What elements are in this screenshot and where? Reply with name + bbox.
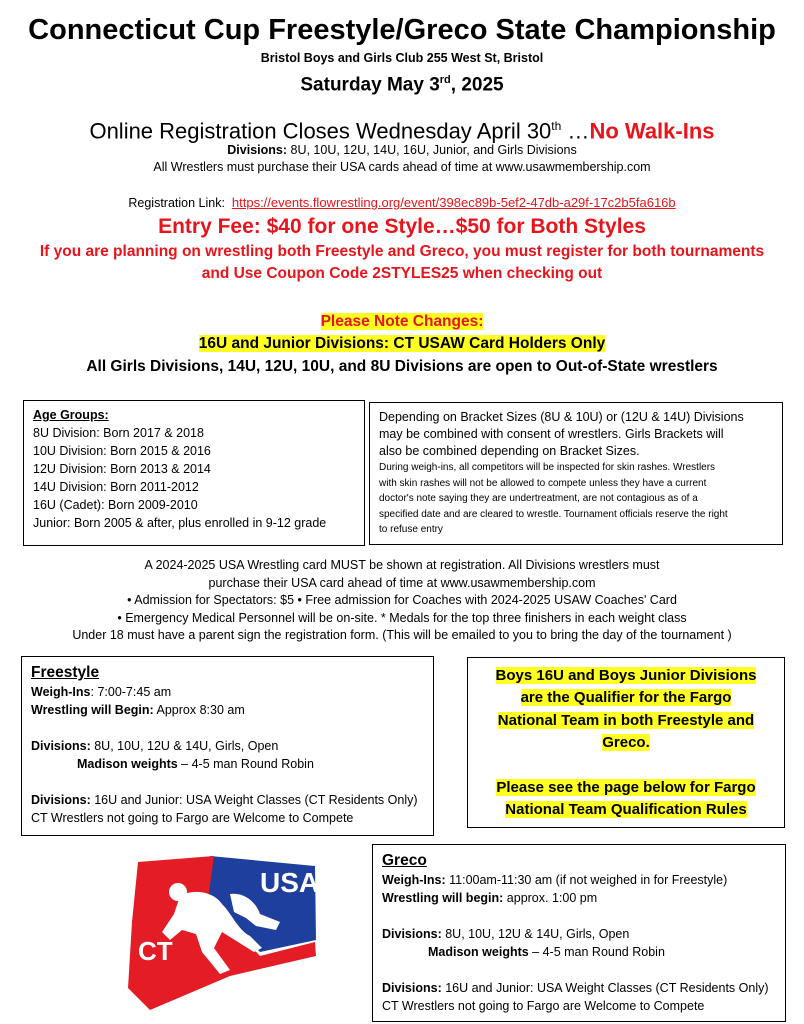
no-walkins-notice: No Walk-Ins <box>589 118 715 144</box>
freestyle-note: CT Wrestlers not going to Fargo are Welcome to Compete <box>31 811 354 825</box>
bracket-info-box <box>369 402 783 545</box>
entry-fee: Entry Fee: $40 for one Style…$50 for Both Styles <box>158 215 646 238</box>
skin-check-line: During weigh-ins, all competitors will be inspected for skin rashes. Wrestlers <box>379 462 716 473</box>
general-info-line: • Emergency Medical Personnel will be on-site. * Medals for the top three finishers in each weight class <box>117 610 687 625</box>
general-info <box>0 557 804 645</box>
greco-madison: Madison weights – 4-5 man Round Robin <box>428 945 665 959</box>
skin-check-line: specified date and are cleared to wrestle. Tournament officials reserve the right <box>379 508 728 520</box>
event-location: Bristol Boys and Girls Club 255 West St, Bristol <box>260 51 544 65</box>
changes-line-2: All Girls Divisions, 14U, 12U, 10U, and 8U Divisions are open to Out-of-State wrestlers <box>86 358 718 375</box>
divisions-summary: Divisions: 8U, 10U, 12U, 14U, 16U, Junior, and Girls Divisions <box>227 143 577 157</box>
greco-divisions-usa: Divisions: 16U and Junior: USA Weight Classes (CT Residents Only) <box>382 981 769 995</box>
skin-check-line: doctor's note saying they are undertreatment, are not contagious as of a <box>379 493 698 504</box>
bracket-info-line: Depending on Bracket Sizes (8U & 10U) or (12U & 14U) Divisions <box>379 410 744 424</box>
greco-weighins: Weigh-Ins: 11:00am-11:30 am (if not weighed in for Freestyle) <box>382 873 728 887</box>
age-group-item: 8U Division: Born 2017 & 2018 <box>33 426 204 440</box>
age-groups-heading: Age Groups: <box>33 408 109 422</box>
changes-line-1: 16U and Junior Divisions: CT USAW Card Holders Only <box>198 335 606 352</box>
fargo-line: National Team in both Freestyle and <box>497 711 755 729</box>
fargo-rules-line: Please see the page below for Fargo <box>496 779 756 797</box>
age-group-item: Junior: Born 2005 & after, plus enrolled in 9-12 grade <box>33 516 327 530</box>
greco-note: CT Wrestlers not going to Fargo are Welcome to Compete <box>382 999 705 1013</box>
freestyle-start: Wrestling will Begin: Approx 8:30 am <box>31 703 245 717</box>
logo-wrestler-head <box>169 883 187 901</box>
general-info-line: purchase their USA card ahead of time at www.usawmembership.com <box>208 575 596 590</box>
logo-ct-text: CT <box>138 936 173 966</box>
usa-card-note: All Wrestlers must purchase their USA cards ahead of time at www.usawmembership.com <box>153 160 651 174</box>
fargo-rules-line: National Team Qualification Rules <box>505 801 747 819</box>
ct-usa-wrestling-logo <box>110 852 318 1012</box>
freestyle-divisions-usa: Divisions: 16U and Junior: USA Weight Classes (CT Residents Only) <box>31 793 418 807</box>
page-title: Connecticut Cup Freestyle/Greco State Championship <box>28 14 776 46</box>
registration-link[interactable]: https://events.flowrestling.org/event/398ec89b-5ef2-47db-a29f-17c2b5fa616b <box>231 195 676 210</box>
age-group-item: 14U Division: Born 2011-2012 <box>33 480 199 494</box>
greco-box <box>372 844 786 1022</box>
both-styles-line-1: If you are planning on wrestling both Freestyle and Greco, you must register for both tournaments <box>39 243 765 260</box>
fargo-line: Greco. <box>602 734 650 752</box>
freestyle-divisions: Divisions: 8U, 10U, 12U & 14U, Girls, Open <box>31 739 279 753</box>
registration-link-row <box>0 194 804 212</box>
registration-deadline: Online Registration Closes Wednesday April 30th …No Walk-Ins <box>89 118 715 144</box>
age-group-item: 16U (Cadet): Born 2009-2010 <box>33 498 198 512</box>
changes-heading: Please Note Changes: <box>320 313 484 330</box>
fargo-qualifier-box <box>467 657 785 828</box>
general-info-line: • Admission for Spectators: $5 • Free admission for Coaches with 2024-2025 USAW Coaches' Card <box>127 593 677 608</box>
freestyle-weighins: Weigh-Ins: 7:00-7:45 am <box>31 685 172 699</box>
registration-link-label: Registration Link: <box>128 196 225 210</box>
fargo-line: are the Qualifier for the Fargo <box>520 689 732 707</box>
bracket-info-line: also be combined depending on Bracket Sizes. <box>379 444 640 458</box>
greco-divisions: Divisions: 8U, 10U, 12U & 14U, Girls, Open <box>382 927 630 941</box>
logo-usa-text: USA <box>260 867 318 898</box>
greco-title: Greco <box>382 852 427 869</box>
skin-check-line: to refuse entry <box>379 524 443 535</box>
age-group-item: 10U Division: Born 2015 & 2016 <box>33 444 211 458</box>
bracket-info-line: may be combined with consent of wrestlers. Girls Brackets will <box>379 427 724 441</box>
age-group-item: 12U Division: Born 2013 & 2014 <box>33 462 211 476</box>
greco-start: Wrestling will begin: approx. 1:00 pm <box>382 891 598 905</box>
age-groups-box <box>23 400 365 546</box>
general-info-line: Under 18 must have a parent sign the registration form. (This will be emailed to you to bring the day of the tournament ) <box>72 628 732 643</box>
event-date: Saturday May 3rd, 2025 <box>300 74 504 96</box>
freestyle-box <box>21 656 434 836</box>
freestyle-madison: Madison weights – 4-5 man Round Robin <box>77 757 314 771</box>
freestyle-title: Freestyle <box>31 664 100 681</box>
skin-check-line: with skin rashes will not be allowed to compete unless they have a current <box>379 477 707 489</box>
both-styles-line-2: and Use Coupon Code 2STYLES25 when checking out <box>201 265 603 282</box>
fargo-line: Boys 16U and Boys Junior Divisions <box>495 667 757 684</box>
general-info-line: A 2024-2025 USA Wrestling card MUST be shown at registration. All Divisions wrestlers must <box>144 558 660 572</box>
